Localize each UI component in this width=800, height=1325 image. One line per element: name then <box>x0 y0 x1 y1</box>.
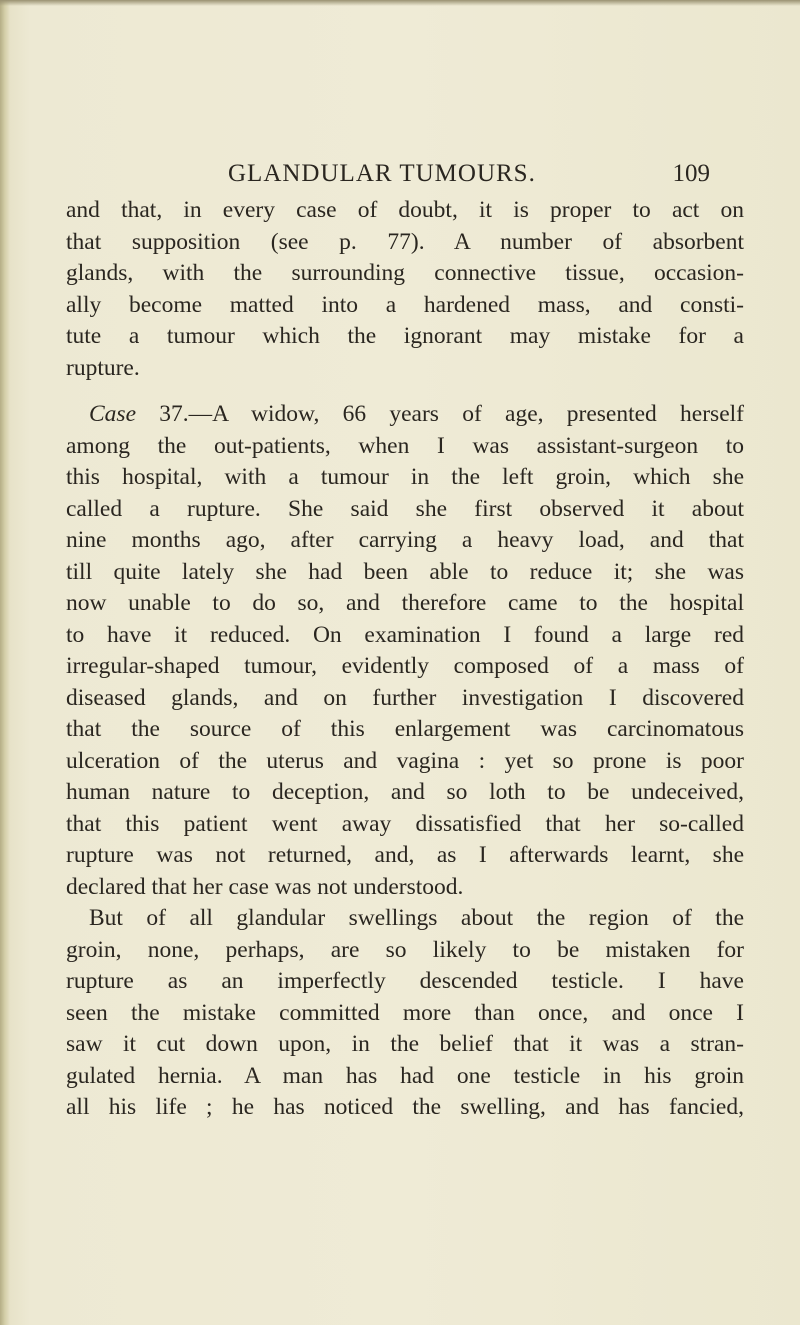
text-line: that the source of this enlargement was carcinomatous <box>66 716 744 742</box>
text-line: seen the mistake committed more than once, and once I <box>66 999 744 1026</box>
text-line-rest: 37.—A widow, 66 years of age, presented herself <box>136 401 744 427</box>
page-top-edge <box>0 0 800 6</box>
text-line: But of all glandular swellings about the region of the <box>89 905 744 931</box>
paragraph <box>66 195 744 384</box>
page-binding-edge <box>0 0 10 1325</box>
text-line: called a rupture. She said she first observed it about <box>66 495 744 522</box>
page-header <box>66 160 744 190</box>
text-line: glands, with the surrounding connective tissue, occasion- <box>66 260 744 286</box>
text-line: all his life ; he has noticed the swelling, and has fancied, <box>66 1094 744 1120</box>
text-line <box>66 399 744 431</box>
text-line: now unable to do so, and therefore came to the hospital <box>66 590 744 616</box>
text-line: groin, none, perhaps, are so likely to be mistaken for <box>66 936 744 963</box>
text-line: diseased glands, and on further investigation I discovered <box>66 684 744 711</box>
text-line: among the out-patients, when I was assistant-surgeon to <box>66 432 744 459</box>
text-line: human nature to deception, and so loth to be undeceived, <box>66 779 744 805</box>
text-line: to have it reduced. On examination I found a large red <box>66 621 744 648</box>
running-head: GLANDULAR TUMOURS. <box>228 160 536 187</box>
page-number: 109 <box>672 160 710 187</box>
paragraph <box>66 903 744 1124</box>
text-line: till quite lately she had been able to reduce it; she was <box>66 558 744 585</box>
text-line: tute a tumour which the ignorant may mistake for a <box>66 323 744 349</box>
text-line: this hospital, with a tumour in the left groin, which she <box>66 464 744 490</box>
text-line: rupture. <box>66 354 140 381</box>
text-line: and that, in every case of doubt, it is proper to act on <box>66 197 744 223</box>
text-line: that this patient went away dissatisfied that her so-called <box>66 810 744 837</box>
text-line: that supposition (see p. 77). A number of absorbent <box>66 228 744 255</box>
text-line: nine months ago, after carrying a heavy load, and that <box>66 527 744 553</box>
page-body <box>66 195 744 1124</box>
text-line: ally become matted into a hardened mass, and consti- <box>66 291 744 318</box>
text-line: rupture as an imperfectly descended testicle. I have <box>66 968 744 994</box>
text-line: gulated hernia. A man has had one testicle in his groin <box>66 1062 744 1089</box>
text-line: rupture was not returned, and, as I afterwards learnt, she <box>66 842 744 868</box>
paragraph-spacer <box>66 384 744 399</box>
text-line: declared that her case was not understood. <box>66 873 464 900</box>
text-line: irregular-shaped tumour, evidently composed of a mass of <box>66 653 744 679</box>
text-line: saw it cut down upon, in the belief that it was a stran- <box>66 1031 744 1057</box>
text-line: ulceration of the uterus and vagina : yet so prone is poor <box>66 747 744 774</box>
case-label: Case <box>89 401 136 427</box>
paragraph-case-37 <box>66 399 744 903</box>
